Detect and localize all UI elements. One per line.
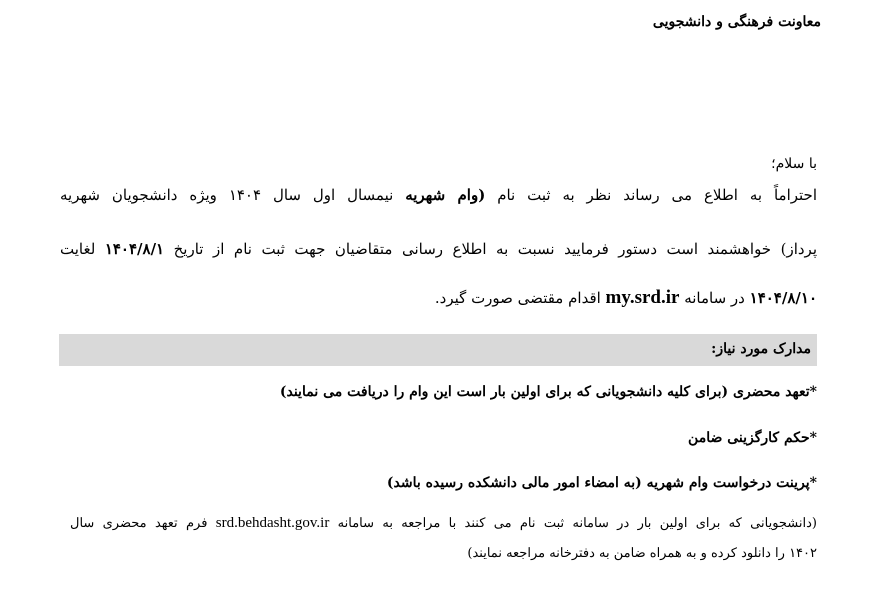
documents-header-bar	[59, 334, 817, 366]
note-line-1	[70, 515, 817, 532]
note-text-a: (دانشجویانی که برای اولین بار در سامانه ثبت نام می کنند با مراجعه به سامانه	[329, 516, 817, 531]
paragraph-line-2	[60, 240, 817, 258]
site-link-my-srd[interactable]: my.srd.ir	[605, 287, 680, 308]
document-item-notarized-commitment: *تعهد محضری (برای کلیه دانشجویانی که برای اولین بار است این وام را دریافت می نمایند)	[279, 384, 817, 400]
p1-bold: (وام شهریه	[405, 186, 486, 204]
p3-text-a: در سامانه	[679, 289, 750, 307]
p1-text-b: نیمسال اول سال ۱۴۰۴ ویژه دانشجویان شهریه	[60, 186, 406, 204]
p3-text-b: اقدام مقتضی صورت گیرد.	[434, 289, 606, 307]
p3-end-date: ۱۴۰۴/۸/۱۰	[749, 289, 817, 307]
site-link-behdasht[interactable]: srd.behdasht.gov.ir	[215, 515, 330, 531]
p1-text-a: احتراماً به اطلاع می رساند نظر به ثبت نام	[485, 186, 817, 204]
p2-text-b: لغایت	[60, 240, 105, 258]
note-line-2: ۱۴۰۲ را دانلود کرده و به همراه ضامن به دفترخانه مراجعه نمایند)	[467, 546, 817, 561]
paragraph-line-1	[60, 186, 817, 204]
greeting: با سلام؛	[771, 156, 817, 172]
p2-start-date: ۱۴۰۴/۸/۱	[104, 240, 165, 258]
note-text-b: فرم تعهد محضری سال	[70, 516, 216, 531]
document-item-guarantor-decree: *حکم کارگزینی ضامن	[688, 430, 817, 446]
paragraph-line-3	[435, 287, 817, 309]
p2-text-a: پرداز) خواهشمند است دستور فرمایید نسبت به اطلاع رسانی متقاضیان جهت ثبت نام از تاریخ	[164, 240, 817, 258]
header-title: معاونت فرهنگی و دانشجویی	[652, 14, 821, 30]
document-item-loan-request-print: *پرینت درخواست وام شهریه (به امضاء امور مالی دانشکده رسیده باشد)	[386, 475, 817, 491]
documents-title: مدارک مورد نیاز:	[711, 341, 811, 357]
